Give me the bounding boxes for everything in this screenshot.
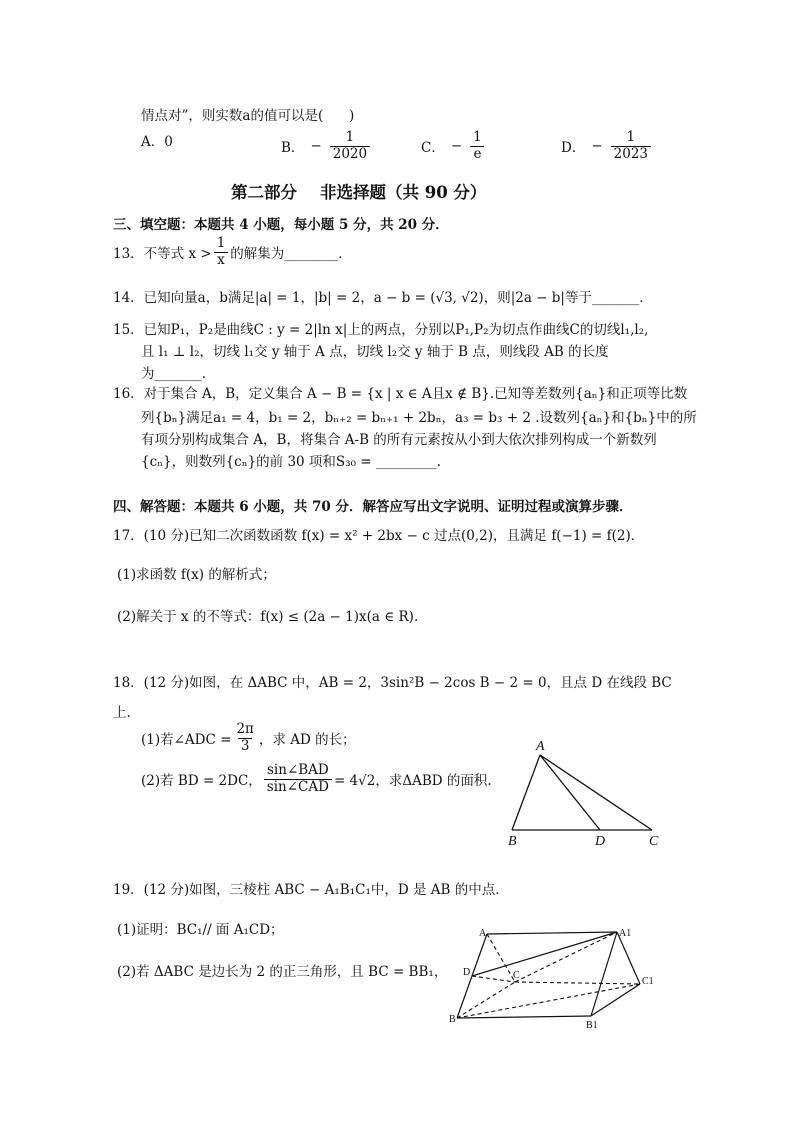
- q16-line-2: 列{bₙ}满足a₁ = 4，b₁ = 2，bₙ₊₂ = bₙ₊₁ + 2bₙ，a₃ = b₃ + 2 .设数列{aₙ}和{bₙ}中的所: [141, 410, 697, 426]
- option-d-letter: D．: [561, 140, 586, 157]
- option-a: [141, 130, 173, 150]
- q16-line-3: 有项分别构成集合 A，B，将集合 A-B 的所有元素按从小到大依次排列构成一个新数列: [141, 432, 657, 448]
- q18-p2-suffix: = 4√2，求ΔABD 的面积.: [333, 773, 492, 790]
- option-c-fraction: [470, 130, 485, 162]
- option-d: [561, 130, 653, 162]
- q16-line-4: {cₙ}，则数列{cₙ}的前 30 项和S₃₀ = _________.: [141, 454, 441, 470]
- q18-p1-numerator: 2π: [236, 721, 254, 737]
- section-4-heading: 四、解答题：本题共 6 小题，共 70 分．解答应写出文字说明、证明过程或演算步骤．: [113, 499, 633, 515]
- q19-part-2: (2)若 ΔABC 是边长为 2 的正三角形，且 BC = BB₁，: [117, 964, 448, 980]
- q17-part-2: (2)解关于 x 的不等式：f(x) ≤ (2a − 1)x(a ∈ R).: [117, 609, 419, 625]
- q17-part-1: (1)求函数 f(x) 的解析式；: [117, 567, 276, 583]
- option-d-denominator: 2023: [611, 146, 651, 163]
- edge-a-a1: [487, 932, 617, 934]
- option-c: [421, 130, 487, 162]
- q13-prefix: 13．不等式 x >: [113, 246, 212, 263]
- prism-label-a: A: [479, 928, 487, 939]
- prism-label-a1: A1: [619, 928, 632, 939]
- prism-label-b: B: [449, 1014, 456, 1025]
- prism-label-d: D: [463, 967, 471, 978]
- prism-figure: [445, 920, 665, 1032]
- prism-label-c1: C1: [642, 976, 654, 987]
- q18-part-2: [141, 763, 492, 795]
- option-c-numerator: 1: [473, 129, 482, 145]
- section-3-heading: 三、填空题：本题共 4 小题，每小题 5 分，共 20 分．: [113, 217, 449, 233]
- q13-fraction: [214, 236, 229, 268]
- hidden-edge-a-c: [487, 934, 515, 982]
- label-d: D: [595, 834, 606, 849]
- question-19: 19．(12 分)如图，三棱柱 ABC − A₁B₁C₁中，D 是 AB 的中点．: [113, 882, 509, 898]
- label-c: C: [649, 834, 659, 849]
- option-a-label: A．0: [141, 134, 173, 150]
- option-d-sign: −: [591, 138, 603, 155]
- part-two-title: 第二部分 非选择题（共 90 分）: [231, 183, 487, 202]
- option-b-sign: −: [310, 138, 322, 155]
- question-18: 18．(12 分)如图，在 ΔABC 中，AB = 2，3sin²B − 2cos B − 2 = 0，且点 D 在线段 BC: [113, 675, 672, 691]
- option-b-numerator: 1: [345, 129, 355, 145]
- q18-p2-numerator: sin∠BAD: [267, 762, 329, 778]
- hidden-segment-c-a1: [515, 932, 617, 982]
- edge-b1-b: [457, 1016, 591, 1018]
- hidden-edge-c-c1: [515, 982, 640, 984]
- q18-p2-prefix: (2)若 BD = 2DC，: [141, 773, 262, 790]
- q18-p1-suffix: ，求 AD 的长；: [258, 732, 356, 749]
- q15-line-2: 且 l₁ ⊥ l₂，切线 l₁交 y 轴于 A 点，切线 l₂交 y 轴于 B 点，则线段 AB 的长度: [141, 344, 609, 360]
- segment-ad: [540, 755, 600, 830]
- triangle-abc-figure: [500, 735, 670, 850]
- edge-a1-b1: [591, 932, 617, 1016]
- segment-ab: [512, 755, 540, 830]
- option-b-denominator: 2020: [330, 146, 370, 163]
- q18-p2-denominator: sin∠CAD: [264, 779, 332, 796]
- q18-p1-fraction: [233, 722, 256, 754]
- q13-denominator: x: [214, 252, 228, 269]
- question-18-cont: 上.: [113, 705, 131, 721]
- option-c-sign: −: [450, 138, 463, 155]
- q18-p1-prefix: (1)若∠ADC =: [141, 732, 232, 749]
- hidden-segment-d-c: [472, 976, 515, 982]
- question-17: 17．(10 分)已知二次函数函数 f(x) = x² + 2bx − c 过点(0,2)，且满足 f(−1) = f(2)．: [113, 528, 645, 544]
- option-d-numerator: 1: [626, 129, 636, 145]
- option-b-fraction: [330, 130, 370, 162]
- option-d-fraction: [611, 130, 651, 162]
- edge-a1-c1: [617, 932, 640, 984]
- label-b: B: [508, 834, 517, 849]
- question-13: [113, 236, 352, 268]
- prism-label-c: C: [513, 970, 520, 981]
- q13-numerator: 1: [216, 235, 226, 251]
- q12-tail: 情点对”，则实数a的值可以是( ): [141, 108, 355, 124]
- q18-p1-denominator: 3: [238, 738, 253, 755]
- hidden-segment-b-c1: [457, 984, 640, 1018]
- label-a: A: [536, 739, 545, 754]
- option-c-denominator: e: [470, 146, 484, 163]
- option-b: [281, 130, 372, 162]
- prism-label-b1: B1: [586, 1020, 598, 1031]
- option-b-letter: B．: [281, 140, 305, 157]
- q15-line-1: 15．已知P₁，P₂是曲线C : y = 2|ln x|上的两点，分别以P₁,P₂为切点作曲线C的切线l₁,l₂,: [113, 322, 649, 338]
- question-14: 14．已知向量a，b满足|a| = 1，|b| = 2，a − b = (√3, √2)，则|2a − b|等于_______．: [113, 290, 653, 306]
- q15-line-3: 为_______.: [141, 366, 207, 382]
- q18-p2-fraction: [264, 763, 332, 795]
- segment-ac: [540, 755, 652, 830]
- q16-line-1: 16．对于集合 A，B，定义集合 A − B = {x | x ∈ A且x ∉ B}.已知等差数列{aₙ}和正项等比数: [113, 386, 688, 402]
- option-c-letter: C．: [421, 140, 445, 157]
- q13-suffix: 的解集为________．: [230, 246, 352, 263]
- q19-part-1: (1)证明：BC₁// 面 A₁CD；: [117, 922, 284, 938]
- q18-part-1: [141, 722, 356, 754]
- segment-d-a1: [472, 932, 617, 976]
